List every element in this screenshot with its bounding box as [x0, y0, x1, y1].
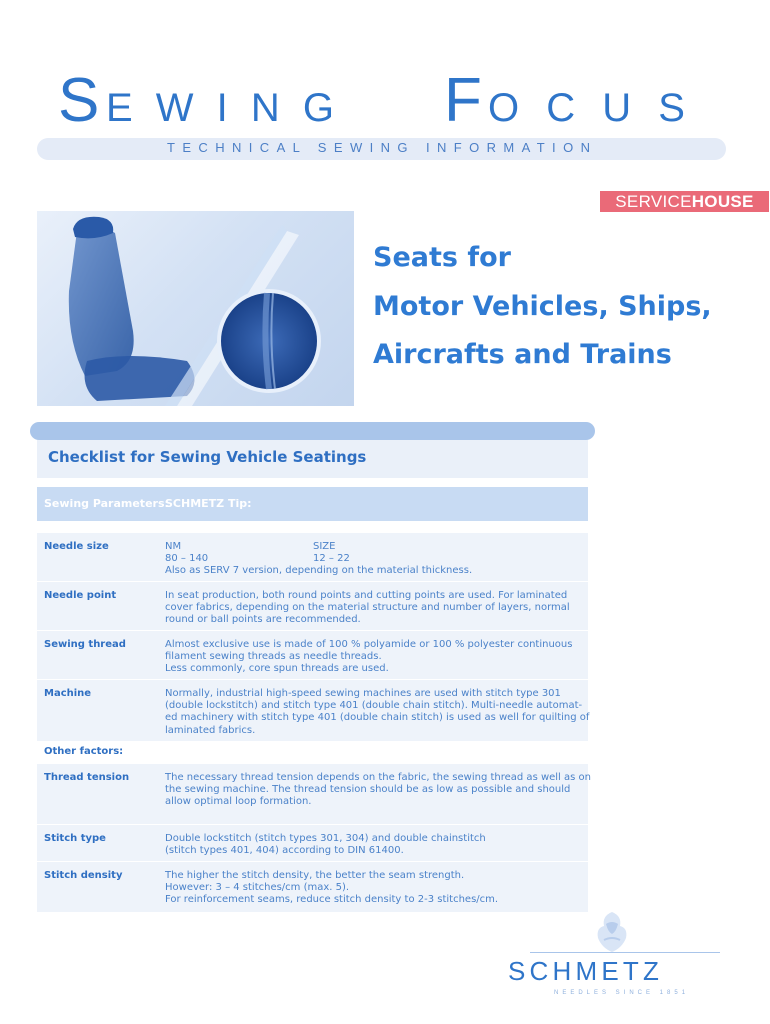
row-stitch-density [37, 862, 588, 912]
row-label: Needle point [44, 590, 117, 601]
row-line: Normally, industrial high-speed sewing machines are used with stitch type 301 [165, 688, 561, 699]
row-line: Less commonly, core spun threads are used. [165, 663, 389, 675]
masthead-ocus: O C U S [488, 86, 693, 130]
masthead-initial-s: S [58, 66, 100, 135]
subtitle: TECHNICAL SEWING INFORMATION [167, 140, 598, 155]
badge-house: HOUSE [691, 192, 754, 211]
masthead-ewing: E W I N G [106, 86, 340, 130]
row-text [165, 590, 583, 627]
row-line: (double lockstitch) and stitch type 401 (double chain stitch). Multi-needle automat- [165, 700, 583, 712]
row-label: Stitch type [44, 833, 106, 844]
row-line: ed machinery with stitch type 401 (double chain stitch) is used as well for quilting of [165, 712, 590, 724]
row-line: (stitch types 401, 404) according to DIN 61400. [165, 845, 404, 857]
section-band [30, 422, 595, 440]
other-factors-heading: Other factors: [44, 746, 124, 757]
row-line: Also as SERV 7 version, depending on the material thickness. [165, 565, 473, 577]
headline-line-3: Aircrafts and Trains [373, 339, 672, 370]
row-line: However: 3 – 4 stitches/cm (max. 5). [165, 882, 350, 894]
lion-crest-icon [592, 910, 632, 954]
row-line: round or ball points are recommended. [165, 614, 361, 626]
row-label: Sewing thread [44, 639, 126, 650]
subtitle-bar [37, 138, 726, 160]
row-text [165, 639, 583, 676]
servicehouse-badge [600, 191, 769, 212]
row-sewing-thread [37, 631, 588, 679]
row-label: Machine [44, 688, 92, 699]
row-label: Thread tension [44, 772, 130, 783]
row-machine [37, 680, 588, 741]
headline-line-1: Seats for [373, 242, 511, 273]
badge-service: SERVICE [615, 192, 692, 211]
row-line: filament sewing threads as needle threads. [165, 651, 382, 663]
row-needle-point [37, 582, 588, 630]
nm-range: 80 – 140 [165, 553, 209, 565]
row-line: The necessary thread tension depends on the fabric, the sewing thread as well as on [165, 772, 591, 783]
row-text [165, 870, 583, 907]
masthead [58, 66, 738, 136]
row-line: laminated fabrics. [165, 724, 256, 736]
schmetz-logo [500, 910, 730, 1000]
seat-illustration [37, 211, 354, 406]
nm-heading: NM [165, 541, 182, 552]
parameters-header [37, 487, 588, 521]
masthead-initial-f: F [444, 66, 482, 135]
logo-wordmark: SCHMETZ [508, 956, 664, 986]
logo-divider [530, 952, 720, 953]
row-line: cover fabrics, depending on the material structure and number of layers, normal [165, 602, 570, 614]
row-label: Stitch density [44, 870, 123, 881]
headline [373, 234, 753, 380]
row-text [165, 541, 583, 578]
row-label: Needle size [44, 541, 109, 552]
row-line: In seat production, both round points and cutting points are used. For laminated [165, 590, 568, 601]
row-stitch-type [37, 825, 588, 861]
row-line: The higher the stitch density, the better the seam strength. [165, 870, 465, 881]
size-range: 12 – 22 [313, 553, 350, 565]
seat-photo [37, 211, 354, 406]
row-line: allow optimal loop formation. [165, 796, 312, 808]
headline-line-2: Motor Vehicles, Ships, [373, 290, 712, 322]
checklist-title: Checklist for Sewing Vehicle Seatings [48, 448, 367, 466]
row-needle-size [37, 533, 588, 581]
header-sewing-parameters: Sewing Parameters: [44, 497, 169, 510]
row-text [165, 772, 591, 809]
row-line: For reinforcement seams, reduce stitch density to 2-3 stitches/cm. [165, 894, 499, 906]
row-line: the sewing machine. The thread tension should be as low as possible and should [165, 784, 571, 796]
row-thread-tension [37, 764, 591, 824]
row-line: Almost exclusive use is made of 100 % polyamide or 100 % polyester continuous [165, 639, 573, 650]
size-heading: SIZE [313, 541, 336, 552]
row-text [165, 688, 590, 737]
row-text [165, 833, 583, 857]
row-line: Double lockstitch (stitch types 301, 304) and double chainstitch [165, 833, 486, 844]
header-schmetz-tip: SCHMETZ Tip: [165, 497, 252, 510]
logo-tagline: NEEDLES SINCE 1851 [554, 990, 690, 996]
